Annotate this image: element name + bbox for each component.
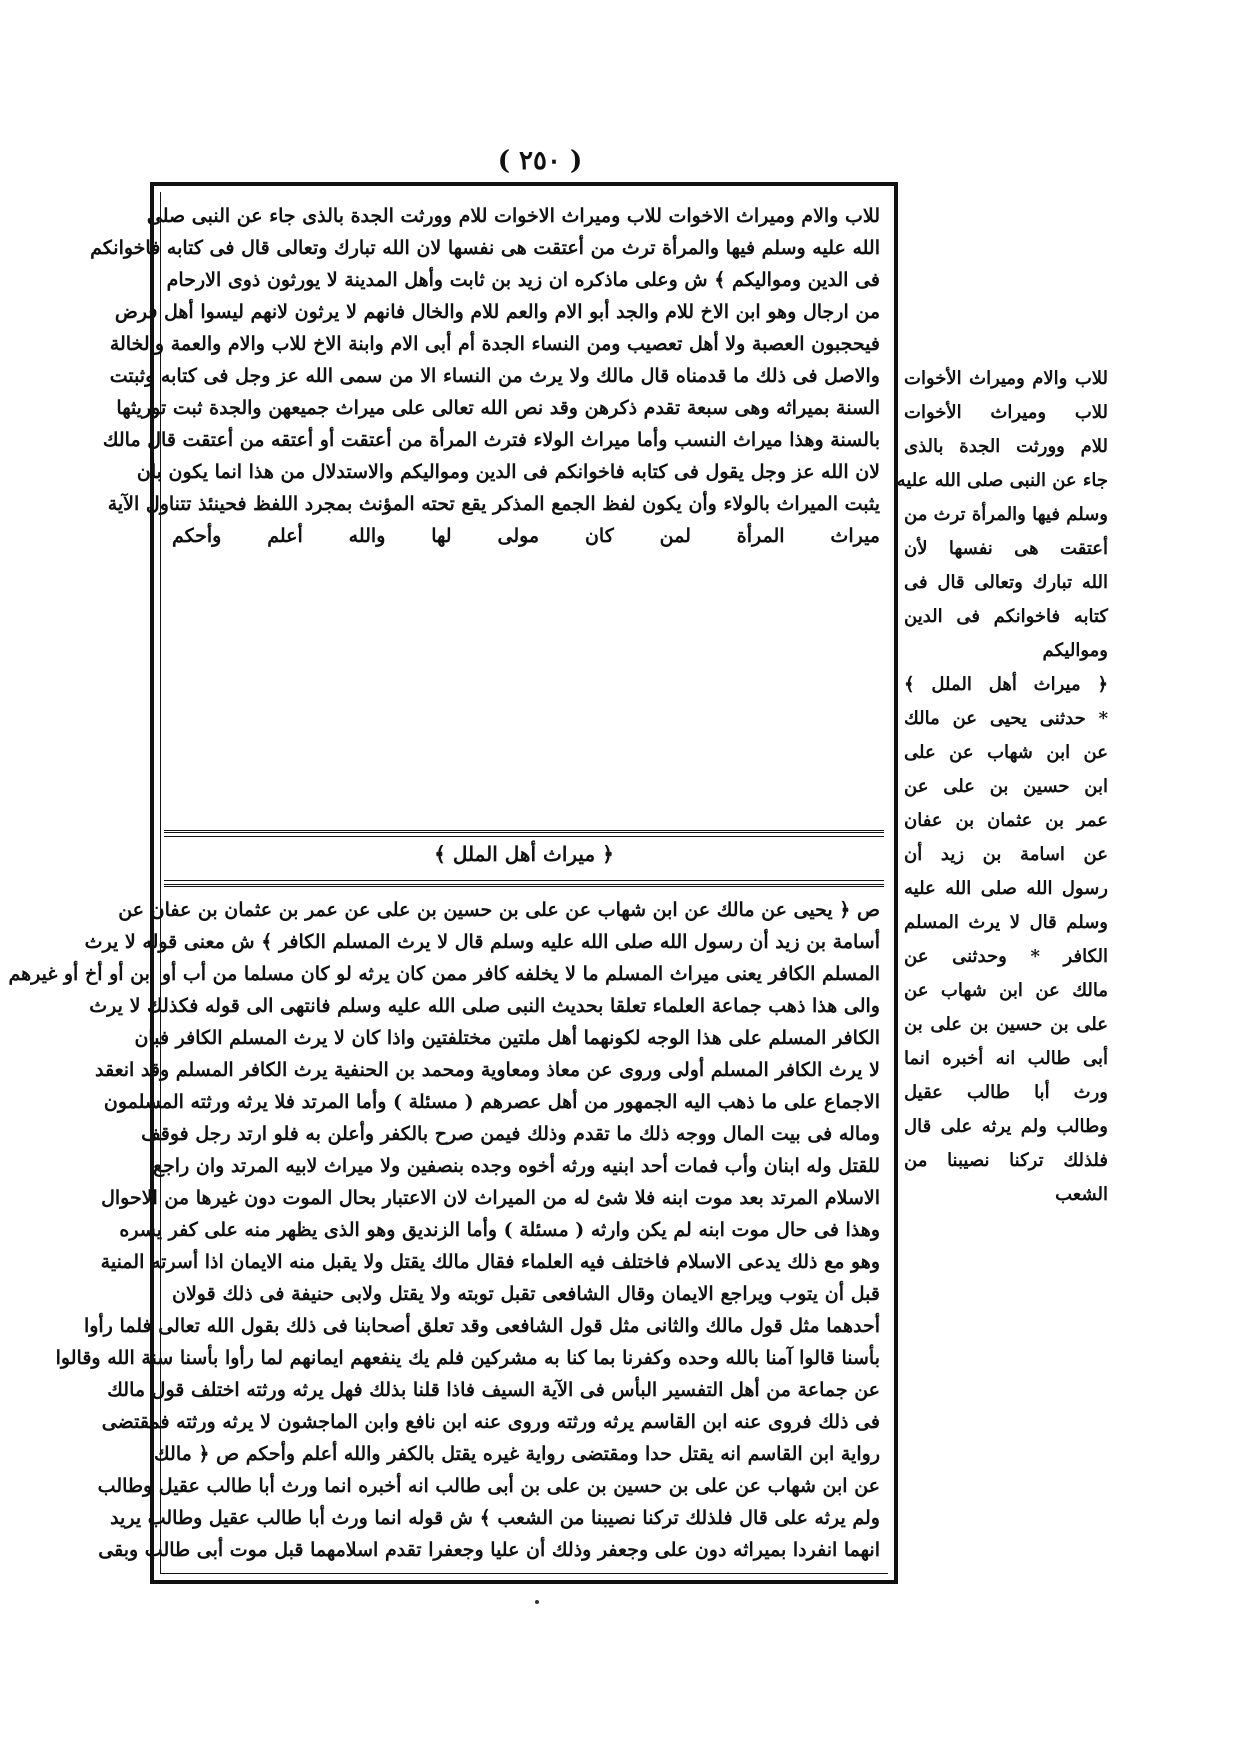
text-line: لان الله عز وجل يقول فى كتابه فاخوانكم فى الدين ومواليكم والاستدلال من هذا انما يكون بان [136,461,880,483]
text-line: للاب والام وميراث الاخوات للاب وميراث الاخوات للام وورثت الجدة بالذى جاء عن النبى صلى [146,205,880,227]
section-divider-top [164,830,884,837]
margin-text-line: رسول الله صلى الله عليه [904,878,1108,899]
text-line: للقتل وله ابنان وأب فمات أحد ابنيه ورثه أخوه وجده بنصفين ولا ميراث لابيه المرتد وان راجع [152,1155,880,1177]
bottom-commentary-block [8,894,894,1566]
margin-text-line: أبى طالب انه أخبره انما [904,1048,1108,1069]
text-line: فى ذلك فروى عنه ابن القاسم يرثه ورثته وروى عنه ابن نافع وابن الماجشون لا يرثه ورثته فمقتضى [101,1411,880,1433]
margin-text-line: عمر بن عثمان بن عفان [904,810,1108,831]
margin-text-line: للاب وميراث الأخوات [904,402,1108,423]
text-line: عن جماعة من أهل التفسير البأس فى الآية السيف فاذا قلنا بذلك فهل يرثه ورثته اختلف قول مالك [107,1379,880,1401]
margin-text-line: ورث أبا طالب عقيل [904,1082,1108,1103]
text-line: ولم يرثه على قال فلذلك تركنا نصيبنا من الشعب ﴾ ش قوله انما ورث أبا طالب عقيل وطالب يريد [110,1507,880,1529]
margin-text-line: مالك عن ابن شهاب عن [904,980,1108,1001]
margin-text-line: * حدثنى يحيى عن مالك [904,708,1108,729]
text-line: الله عليه وسلم فيها والمرأة ترث من أعتقت هى نفسها لان الله تبارك وتعالى قال فى كتابه فاخوانكم [90,237,880,259]
text-line: الاسلام المرتد بعد موت ابنه فلا شئ له من الميراث لان الاعتبار بحال الموت دون غيرها من الاحوال [101,1187,880,1209]
margin-text-line: عن ابن شهاب عن على [904,742,1108,763]
text-line: والاصل فى ذلك ما قدمناه قال مالك ولا يرث من النساء الا من سمى الله عز وجل فى كتابه وثبتت [109,365,880,387]
margin-text-line: عن اسامة بن زيد أن [904,844,1108,865]
text-line: رواية ابن القاسم انه يقتل حدا ومقتضى رواية غيره يقتل بالكفر والله أعلم وأحكم ص ﴿ مالك [154,1443,880,1465]
text-line: فيحجبون العصبة ولا أهل تعصيب ومن النساء الجدة أم أبى الام وابنة الاخ للاب والام والعمة والخالة [109,333,880,355]
text-line: السنة بميراثه وهى سبعة تقدم ذكرهن وقد نص الله تعالى على ميراث جميعهن والجدة ثبت توريثها [116,397,880,419]
text-line: والى هذا ذهب جماعة العلماء تعلقا بحديث النبى صلى الله عليه وسلم فانتهى الى قوله فكذلك لا يرث [89,995,880,1017]
text-line: بالسنة وهذا ميراث النسب وأما ميراث الولاء فترث المرأة من أعتقت أو أعتقه من أعتقت قال مالك [102,429,880,451]
margin-text-line: ﴿ ميراث أهل الملل ﴾ [904,674,1108,695]
text-line: الكافر المسلم على هذا الوجه لكونهما أهل ملتين مختلفتين واذا كان لا يرث المسلم الكافر فبان [134,1027,880,1049]
text-line: ميراث المرأة لمن كان مولى لها والله أعلم وأحكم [172,525,880,547]
text-line: المسلم الكافر يعنى ميراث المسلم ما لا يخلفه كافر ممن كان يرثه لو كان مسلما من أب أو ابن أو أخ أو غيرهم [8,963,880,985]
margin-text-line: جاء عن النبى صلى الله عليه [896,470,1108,491]
text-line: أحدهما مثل قول مالك والثانى مثل قول الشافعى وقد تعلق أصحابنا فى ذلك بقول الله تعالى فلما رأوا [83,1315,880,1337]
top-commentary-block [90,200,894,552]
margin-text-line: أعتقت هى نفسها لأن [904,538,1108,559]
text-line: عن ابن شهاب عن على بن حسين بن على بن أبى طالب انه أخبره انما ورث أبا طالب عقيل وطالب [97,1475,880,1497]
text-line: بأسنا قالوا آمنا بالله وحده وكفرنا بما كنا به مشركين فلم يك ينفعهم ايمانهم لما رأوا بأسنا سنة الله وقالوا [55,1347,880,1369]
margin-text-line: كتابه فاخوانكم فى الدين [904,606,1108,627]
text-line: ص ﴿ يحيى عن مالك عن ابن شهاب عن على بن حسين بن على عن عمر بن عثمان بن عفان عن [118,899,880,921]
text-line: من ارجال وهو ابن الاخ للام والجد أبو الام والعم للام والخال فانهم لا يرثون لانهم ليسوا أهل فرض [114,301,880,323]
margin-text-line: الشعب [1055,1184,1108,1205]
margin-text-line: للام وورثت الجدة بالذى [904,436,1108,457]
text-line: يثبت الميراث بالولاء وأن يكون لفظ الجمع المذكر يقع تحته المؤنث بمجرد اللفظ فحينئذ تتناول الآية [107,493,880,515]
text-line: لا يرث الكافر المسلم أولى وروى عن معاذ ومعاوية ومحمد بن الحنفية يرث الكافر المسلم وقد انعقد [95,1059,880,1081]
margin-text-line: ومواليكم [1042,640,1108,661]
margin-text-line: ابن حسين بن على عن [904,776,1108,797]
page-number: ( ٢٥٠ ) [497,146,583,176]
section-title: ﴿ ميراث أهل الملل ﴾ [434,842,614,866]
text-line: وهو مع ذلك يدعى الاسلام فاختلف فيه العلماء فقال مالك يقتل ولا يقبل منه الايمان اذا أسرته المنية [100,1251,880,1273]
margin-hadith-column [896,362,1108,1212]
margin-text-line: على بن حسين بن على بن [904,1014,1108,1035]
margin-text-line: فلذلك تركنا نصيبنا من [904,1150,1108,1171]
text-line: وماله فى بيت المال ووجه ذلك ما تقدم وذلك فيمن صرح بالكفر وأعلن به فلو ارتد رجل فوقف [141,1123,880,1145]
text-line: الاجماع على ما ذهب اليه الجمهور من أهل عصرهم ( مسئلة ) وأما المرتد فلا يرثه ورثته المسلمون [103,1091,880,1113]
text-line: قبل أن يتوب ويراجع الايمان وقال الشافعى تقبل توبته ولا يقتل ولابى حنيفة فى ذلك قولان [172,1283,880,1305]
margin-text-line: وطالب ولم يرثه على قال [904,1116,1108,1137]
margin-text-line: وسلم قال لا يرث المسلم [904,912,1108,933]
margin-text-line: وسلم فيها والمرأة ترث من [904,504,1108,525]
text-line: انهما انفردا بميراثه دون على وجعفر وذلك أن عليا وجعفرا تقدم اسلامهما قبل موت أبى طالب وبقى [98,1539,880,1561]
text-line: فى الدين ومواليكم ﴾ ش وعلى ماذكره ان زيد بن ثابت وأهل المدينة لا يورثون ذوى الارحام [166,269,880,291]
section-divider-bottom [164,880,884,887]
margin-text-line: الله تبارك وتعالى قال فى [904,572,1108,593]
footer-dot [535,1600,539,1604]
main-text-frame [8,182,898,1584]
text-line: وهذا فى حال موت ابنه لم يكن وارثه ( مسئلة ) وأما الزنديق وهو الذى يظهر منه على كفر يسره [119,1219,880,1241]
margin-text-line: الكافر * وحدثنى عن [904,946,1108,967]
text-line: أسامة بن زيد أن رسول الله صلى الله عليه وسلم قال لا يرث المسلم الكافر ﴾ ش معنى قوله لا يرث [84,931,880,953]
margin-text-line: للاب والام وميراث الأخوات [904,368,1108,389]
